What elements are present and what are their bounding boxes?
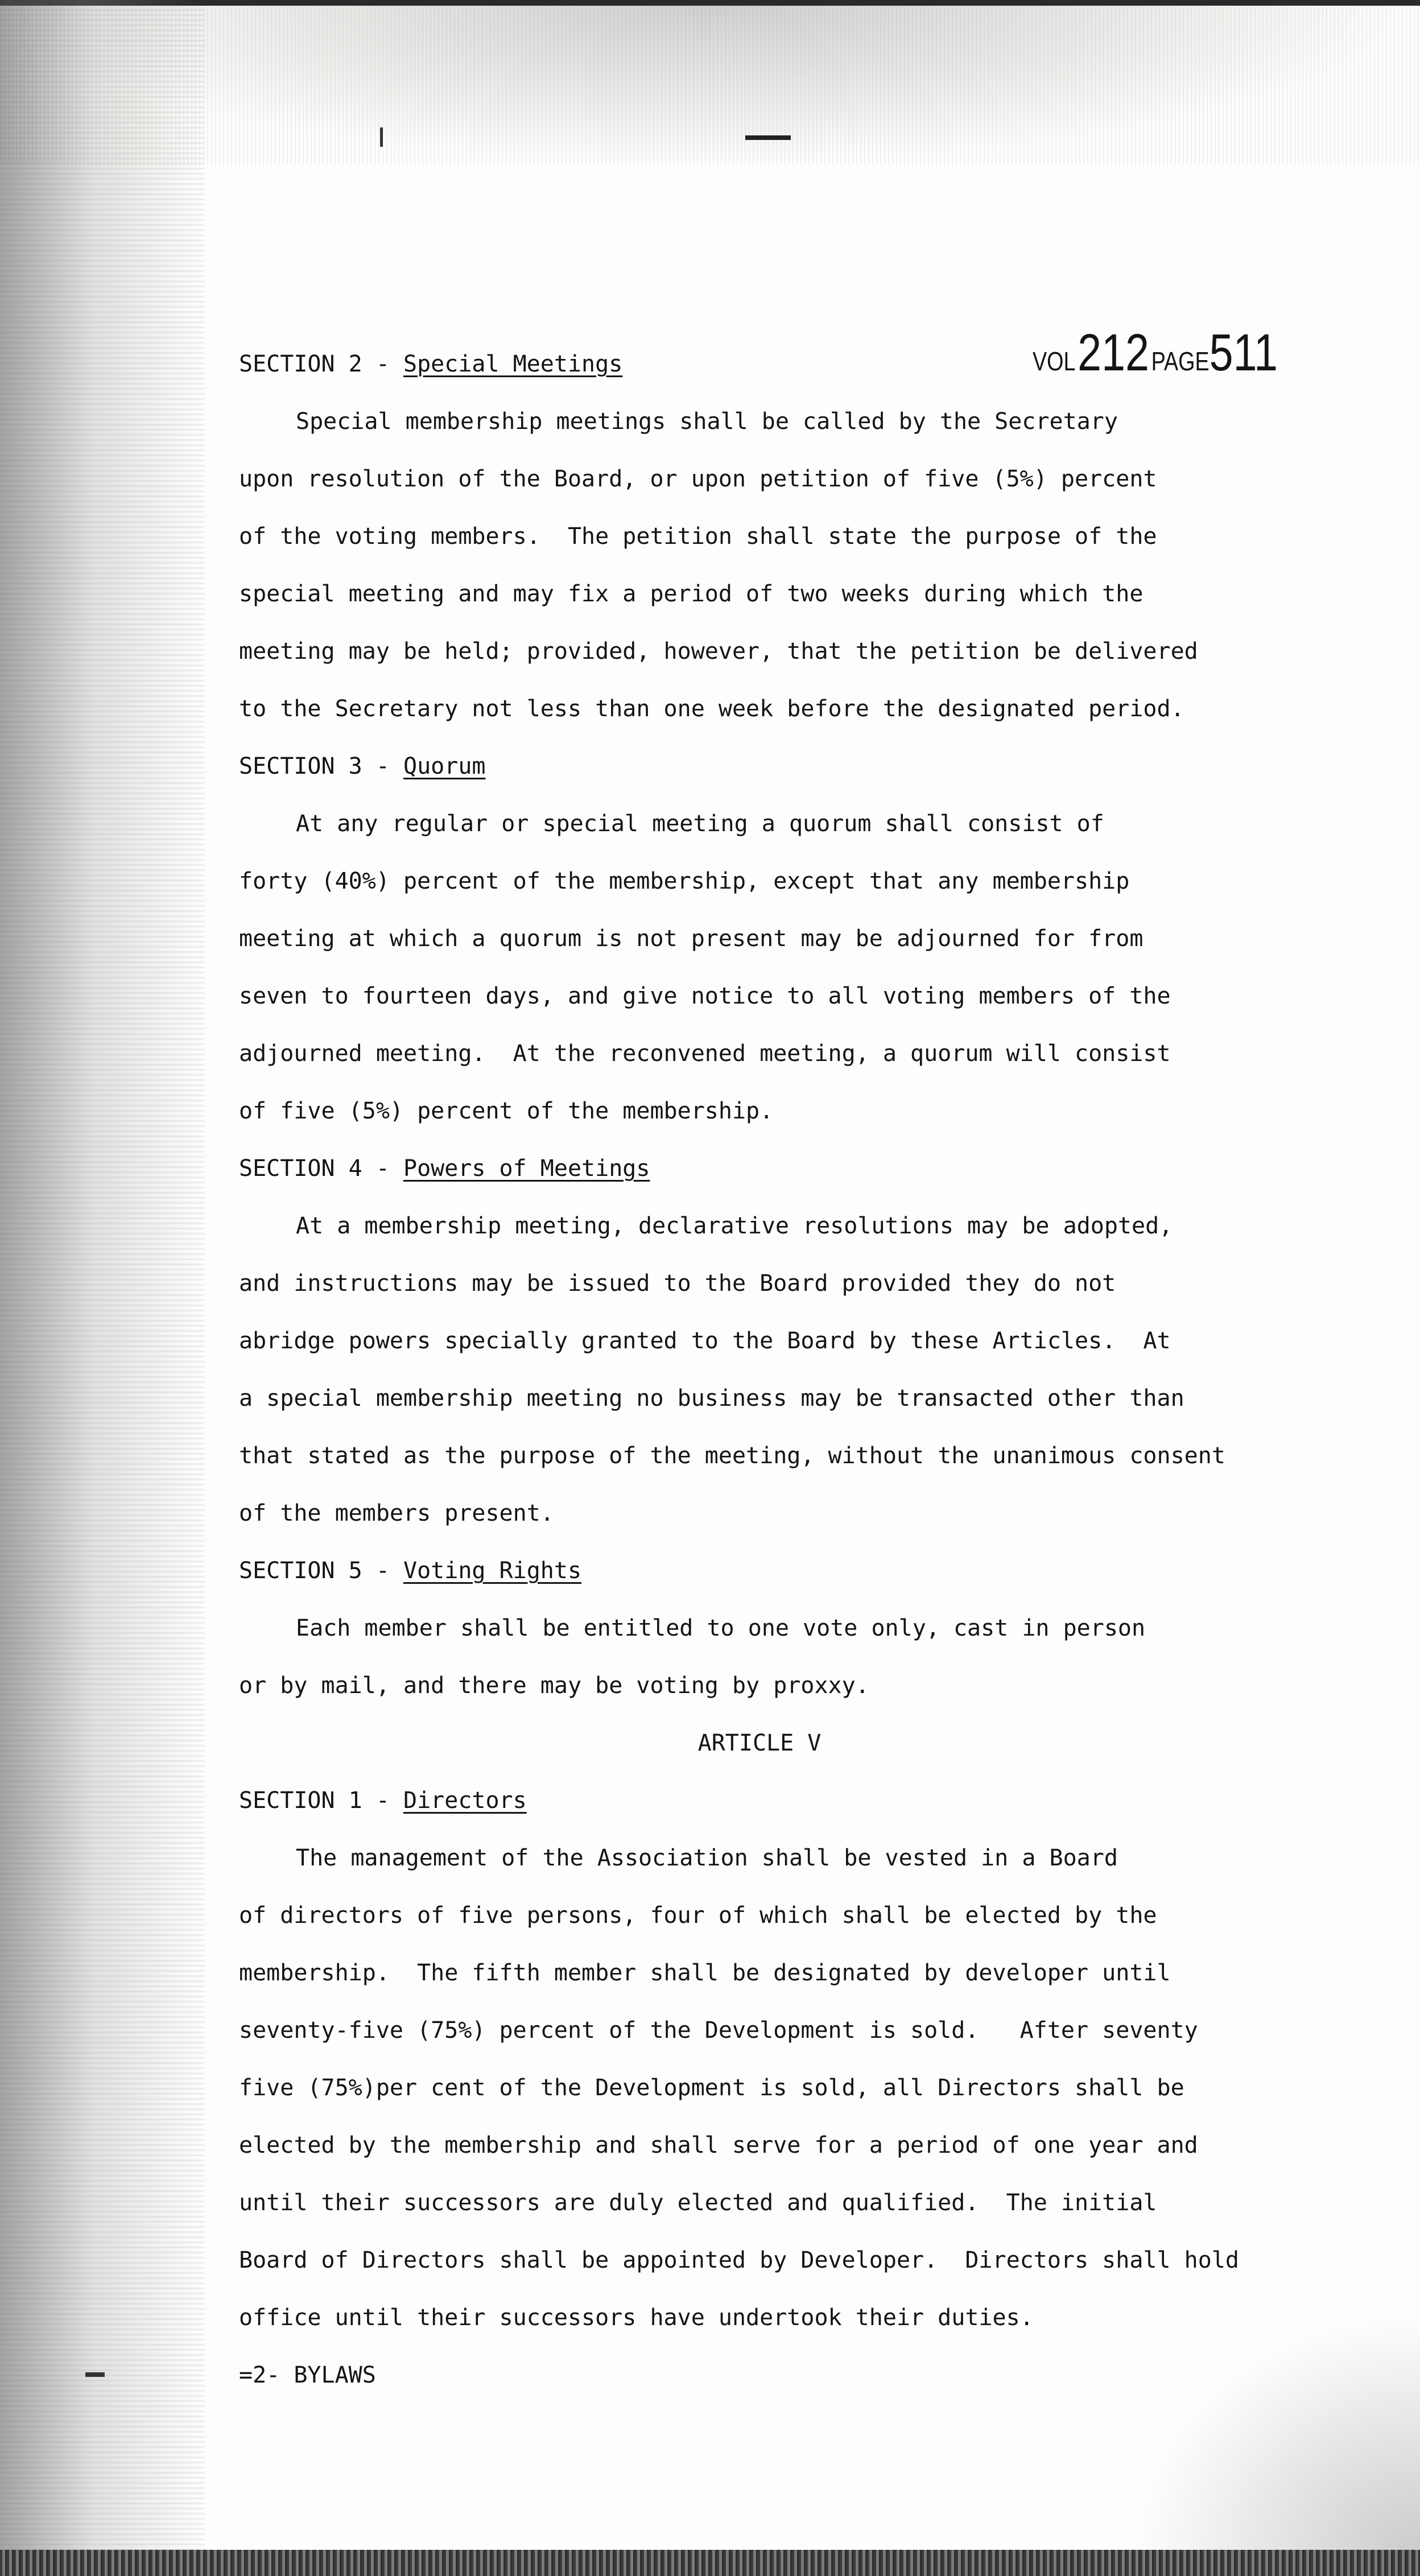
paragraph-line: five (75%)per cent of the Development is sold, all Directors shall be	[239, 2075, 1184, 2101]
paragraph-line: elected by the membership and shall serve for a period of one year and	[239, 2132, 1198, 2158]
paragraph-line: and instructions may be issued to the Board provided they do not	[239, 1270, 1116, 1297]
scan-edge-bottom	[0, 2550, 1420, 2576]
paragraph-line: Board of Directors shall be appointed by Developer. Directors shall hold	[239, 2247, 1239, 2273]
paragraph-line: membership. The fifth member shall be designated by developer until	[239, 1960, 1171, 1986]
section-title: Special Meetings	[403, 351, 623, 377]
scan-shadow-top	[0, 0, 1420, 165]
page-footer: =2- BYLAWS	[239, 2362, 376, 2388]
paragraph-line: Each member shall be entitled to one vote only, cast in person	[296, 1615, 1146, 1641]
section-number: SECTION 5 -	[239, 1558, 403, 1584]
paragraph-line: meeting may be held; provided, however, that the petition be delivered	[239, 638, 1198, 664]
paragraph-line: office until their successors have undertook their duties.	[239, 2305, 1034, 2331]
paragraph-line: until their successors are duly elected and qualified. The initial	[239, 2190, 1157, 2216]
paragraph-line: that stated as the purpose of the meeting, without the unanimous consent	[239, 1443, 1225, 1469]
section-heading	[239, 738, 1280, 795]
section-title: Voting Rights	[403, 1558, 582, 1584]
page-number: 511	[1209, 324, 1278, 382]
section-title: Powers of Meetings	[403, 1155, 650, 1182]
scan-mark	[745, 135, 791, 140]
scan-mark	[380, 127, 383, 147]
paragraph-line: seven to fourteen days, and give notice to all voting members of the	[239, 983, 1171, 1009]
paragraph-line: abridge powers specially granted to the Board by these Articles. At	[239, 1328, 1171, 1354]
section-number: SECTION 4 -	[239, 1155, 403, 1182]
paragraph-line: At a membership meeting, declarative resolutions may be adopted,	[296, 1213, 1173, 1239]
paragraph-line: At any regular or special meeting a quorum shall consist of	[296, 811, 1104, 837]
paragraph-line: adjourned meeting. At the reconvened meeting, a quorum will consist	[239, 1041, 1171, 1067]
vol-number: 212	[1078, 324, 1149, 382]
section-title: Quorum	[403, 753, 486, 779]
paragraph-line: of five (5%) percent of the membership.	[239, 1098, 774, 1124]
paragraph-line: The management of the Association shall be vested in a Board	[296, 1845, 1118, 1871]
paragraph-line: special meeting and may fix a period of two weeks during which the	[239, 581, 1144, 607]
paragraph-line: a special membership meeting no business may be transacted other than	[239, 1385, 1184, 1411]
scan-shadow-left	[0, 0, 205, 2576]
paragraph-line: upon resolution of the Board, or upon petition of five (5%) percent	[239, 466, 1157, 492]
section-number: SECTION 3 -	[239, 753, 403, 779]
section-heading	[239, 336, 1280, 393]
paragraph-line: meeting at which a quorum is not present may be adjourned for from	[239, 926, 1144, 952]
paragraph-line: forty (40%) percent of the membership, except that any membership	[239, 868, 1130, 894]
vol-label: VOL	[1033, 346, 1076, 376]
paragraph-line: or by mail, and there may be voting by proxxy.	[239, 1673, 869, 1699]
section-heading	[239, 1542, 1280, 1600]
paragraph-line: of the voting members. The petition shall state the purpose of the	[239, 523, 1157, 550]
paragraph-line: to the Secretary not less than one week before the designated period.	[239, 696, 1184, 722]
section-heading	[239, 1140, 1280, 1198]
paragraph-line: of the members present.	[239, 1500, 554, 1526]
section-heading	[239, 1772, 1280, 1830]
section-number: SECTION 1 -	[239, 1787, 403, 1814]
document-body	[239, 336, 1280, 2404]
scan-mark	[85, 2372, 105, 2377]
page-label: PAGE	[1151, 346, 1210, 376]
article-heading: ARTICLE V	[697, 1730, 822, 1756]
section-number: SECTION 2 -	[239, 351, 403, 377]
paragraph-line: seventy-five (75%) percent of the Development is sold. After seventy	[239, 2017, 1198, 2044]
scan-edge-top	[0, 0, 1420, 6]
paragraph-line: Special membership meetings shall be called by the Secretary	[296, 408, 1118, 435]
section-title: Directors	[403, 1787, 527, 1814]
paragraph-line: of directors of five persons, four of which shall be elected by the	[239, 1902, 1157, 1929]
